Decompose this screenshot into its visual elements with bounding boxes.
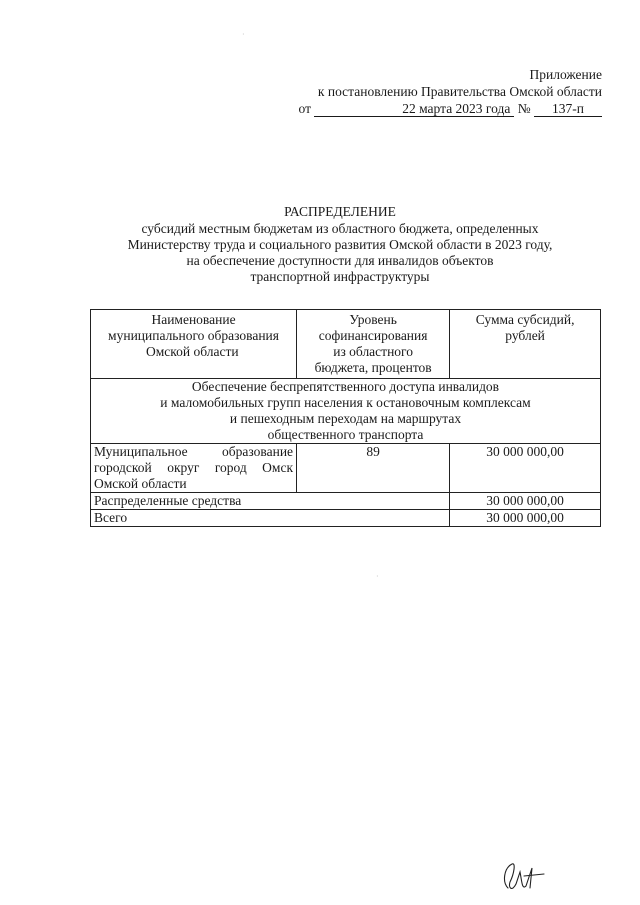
date-value: 22 марта 2023 года (314, 101, 514, 117)
number-prefix: № (517, 101, 531, 116)
title-line-4: транспортной инфраструктуры (250, 269, 430, 284)
title-line-2: Министерству труда и социального развития Омской области в 2023 году, (127, 237, 553, 252)
appendix-decree: к постановлению Правительства Омской области (317, 84, 602, 99)
header-cofinancing-level: Уровень софинансирования из областного бюджета, процентов (297, 310, 450, 379)
row-cofinancing-level: 89 (297, 444, 450, 493)
distributed-sum: 30 000 000,00 (450, 493, 601, 510)
distributed-row (91, 493, 601, 510)
table-section-row (91, 379, 601, 444)
distribution-table (90, 309, 601, 527)
section-title: Обеспечение беспрепятственного доступа инвалидов и маломобильных групп населения к остановочным комплексам и пешеходным переходам на маршрутах общественного транспорта (91, 379, 601, 444)
row-municipality-name: Муниципальное образование городской округ город Омск Омской области (91, 444, 297, 493)
table-row (91, 444, 601, 493)
total-row (91, 510, 601, 527)
header-subsidy-sum: Сумма субсидий, рублей (450, 310, 601, 379)
table-header-row (91, 310, 601, 379)
total-sum: 30 000 000,00 (450, 510, 601, 527)
document-heading: РАСПРЕДЕЛЕНИЕ (284, 204, 396, 219)
total-label: Всего (91, 510, 450, 527)
scan-dot: · (376, 572, 379, 581)
document-title-block (60, 204, 620, 285)
title-line-3: на обеспечение доступности для инвалидов объектов (186, 253, 494, 268)
handwritten-signature (498, 858, 546, 896)
title-line-1: субсидий местным бюджетам из областного бюджета, определенных (141, 221, 539, 236)
distributed-label: Распределенные средства (91, 493, 450, 510)
appendix-title: Приложение (529, 67, 602, 82)
appendix-block (222, 66, 602, 117)
date-prefix: от (298, 101, 311, 116)
scan-dot: · (242, 30, 245, 39)
appendix-date-line (222, 100, 602, 117)
row-subsidy-sum: 30 000 000,00 (450, 444, 601, 493)
header-municipality: Наименование муниципального образования Омской области (91, 310, 297, 379)
number-value: 137-п (534, 101, 602, 117)
